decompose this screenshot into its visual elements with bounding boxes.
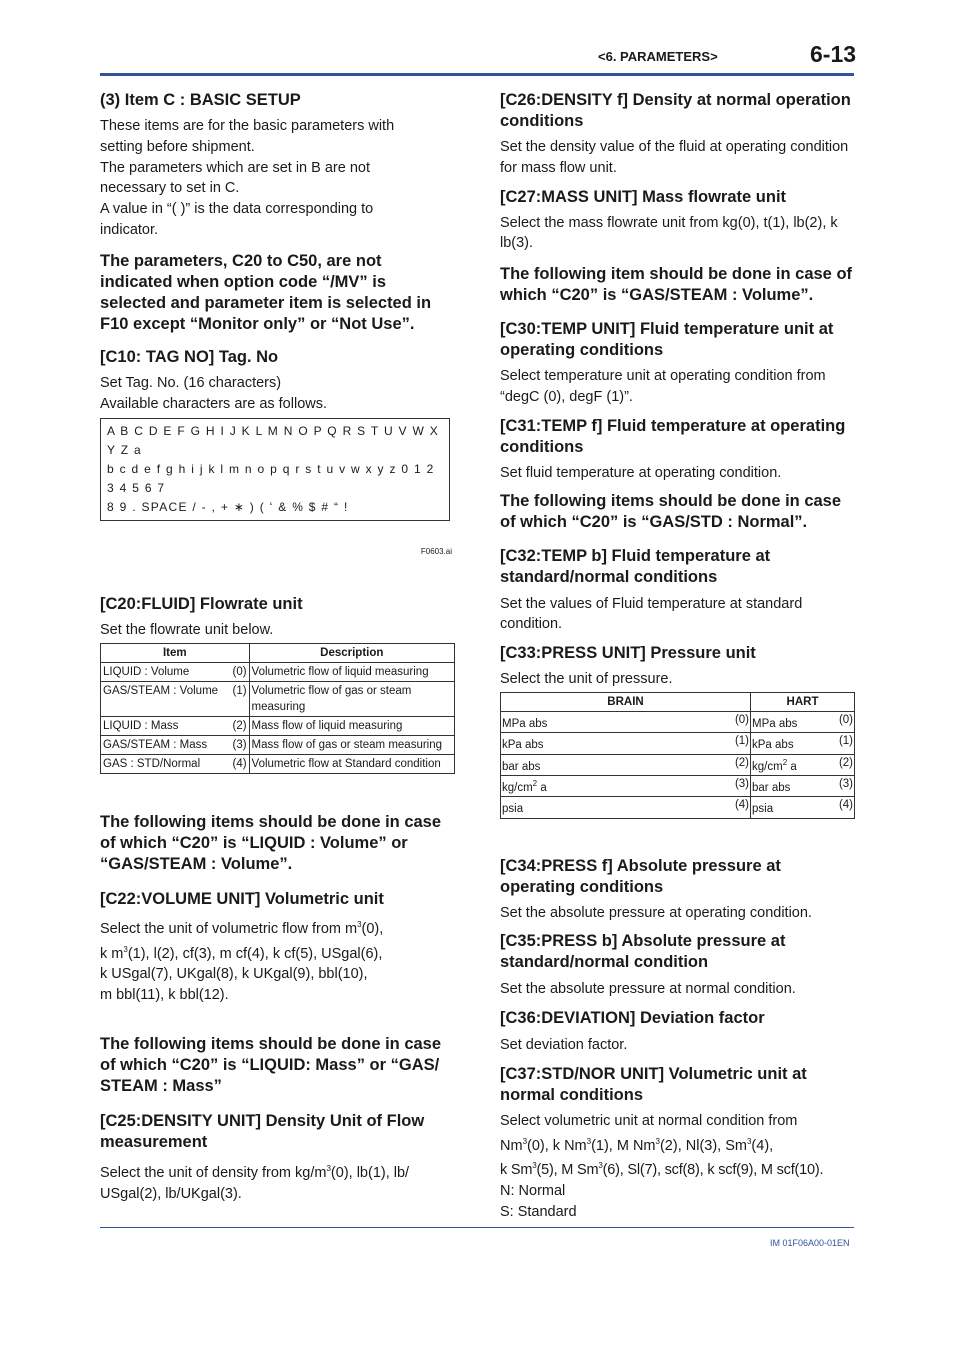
c37-line: S: Standard: [500, 1203, 577, 1220]
header-item: Item: [101, 644, 250, 663]
cell-hart-unit: MPa abs: [751, 711, 828, 732]
c25-text: [100, 1159, 456, 1204]
c27-text: Select the mass flowrate unit from kg(0), t(1), lb(2), k lb(3).: [500, 214, 838, 252]
cell-item: LIQUID : Volume: [101, 663, 227, 682]
c32-text: Set the values of Fluid temperature at standard condition.: [500, 595, 803, 633]
notice-liquid-mass: The following items should be done in case of which “C20” is “LIQUID: Mass” or “GAS/ STEAM : Mass”: [100, 1035, 442, 1096]
notice-liquid-volume: The following items should be done in case of which “C20” is “LIQUID : Volume” or “GAS/STEAM : Volume”.: [100, 813, 442, 874]
cell-item: GAS/STEAM : Volume: [101, 682, 227, 717]
intro-line: The parameters which are set in B are not: [100, 159, 370, 176]
c22-line: Select the unit of volumetric flow from $m^3(0)$,: [100, 920, 384, 937]
intro-line: setting before shipment.: [100, 138, 255, 155]
c25-line: Select the unit of density from $kg/m^3(0)$, lb(1), lb/: [100, 1164, 410, 1181]
cell-hart-unit: kPa abs: [751, 733, 828, 754]
page-number: 6-13: [810, 41, 857, 67]
table-row: [101, 682, 455, 717]
cell-brain-code: (1): [686, 733, 750, 754]
document-code: IM 01F06A00-01EN: [770, 1238, 850, 1248]
notice-mv-option: The parameters, C20 to C50, are not indicated when option code “/MV” is selected and parameter item is selected in F10 except “Monitor only” or “Not Use”.: [100, 251, 432, 333]
cell-item: GAS/STEAM : Mass: [101, 736, 227, 755]
intro-line: necessary to set in C.: [100, 180, 240, 197]
cell-desc: Volumetric flow at Standard condition: [249, 755, 454, 774]
cell-desc: Volumetric flow of liquid measuring: [249, 663, 454, 682]
table-header-row: [101, 644, 455, 663]
pressure-unit-table: [500, 692, 855, 819]
available-characters-box: [100, 418, 450, 521]
chars-line: b c d e f g h i j k l m n o p q r s t u v w x y z 0 1 2 3 4 5 6 7: [107, 462, 435, 496]
cell-hart-unit: $kg/cm^2$ a: [751, 754, 828, 775]
c33-title: [C33:PRESS UNIT] Pressure unit: [500, 644, 756, 663]
header-hart: HART: [751, 692, 855, 711]
c26-text: Set the density value of the fluid at operating condition for mass flow unit.: [500, 139, 849, 176]
c26-title: [C26:DENSITY f] Density at normal operation conditions: [500, 91, 851, 130]
cell-hart-unit: psia: [751, 797, 828, 818]
table-row: [501, 797, 855, 818]
footer-rule: [100, 1227, 854, 1228]
cell-brain-code: (3): [686, 775, 750, 796]
flowrate-unit-table: [100, 643, 455, 774]
left-column: [100, 90, 456, 1204]
cell-code: (4): [227, 755, 250, 774]
table-row: [501, 733, 855, 754]
table-row: [101, 736, 455, 755]
c10-title: [C10: TAG NO] Tag. No: [100, 347, 279, 366]
table-row: [101, 663, 455, 682]
chars-line: 8 9 . SPACE / - , + ∗ ) ( ʻ & % $ # “ !: [107, 500, 349, 515]
c31-title: [C31:TEMP f] Fluid temperature at operating conditions: [500, 416, 846, 456]
c37-title: [C37:STD/NOR UNIT] Volumetric unit at normal conditions: [500, 1065, 807, 1104]
c37-text: [500, 1111, 856, 1223]
c25-title: [C25:DENSITY UNIT] Density Unit of Flow measurement: [100, 1112, 425, 1152]
item-c-intro: [100, 116, 456, 241]
right-column: [500, 90, 856, 1223]
c20-text: Set the flowrate unit below.: [100, 622, 274, 639]
c33-text: Select the unit of pressure.: [500, 671, 673, 688]
c22-line: k USgal(7), UKgal(8), k UKgal(9), bbl(10),: [100, 966, 368, 983]
intro-line: A value in “( )” is the data corresponding to: [100, 201, 374, 218]
cell-brain-unit: $kg/cm^2$ a: [501, 775, 687, 796]
cell-hart-code: (0): [828, 711, 855, 732]
table-row: [501, 775, 855, 796]
c32-title: [C32:TEMP b] Fluid temperature at standard/normal conditions: [500, 546, 771, 586]
cell-brain-code: (0): [686, 711, 750, 732]
c22-title: [C22:VOLUME UNIT] Volumetric unit: [100, 890, 384, 909]
c35-title: [C35:PRESS b] Absolute pressure at standard/normal condition: [500, 932, 786, 972]
c36-title: [C36:DEVIATION] Deviation factor: [500, 1009, 765, 1028]
c37-line: Nm$^3$(0), k Nm$^3$(1), M Nm$^3$(2), Nl(3), Sm$^3$(4),: [500, 1136, 774, 1154]
figure-label: F0603.ai: [420, 547, 452, 557]
c10-line: Available characters are as follows.: [100, 395, 328, 412]
cell-hart-code: (3): [828, 775, 855, 796]
table-row: [101, 717, 455, 736]
c34-text: Set the absolute pressure at operating condition.: [500, 904, 812, 921]
cell-hart-code: (1): [828, 733, 855, 754]
c37-line: k Sm$^3$(5), M Sm$^3$(6), Sl(7), scf(8), k scf(9), M scf(10).: [500, 1161, 824, 1179]
cell-hart-unit: bar abs: [751, 775, 828, 796]
c20-title: [C20:FLUID] Flowrate unit: [100, 595, 303, 614]
c35-text: Set the absolute pressure at normal condition.: [500, 981, 796, 998]
cell-desc: Volumetric flow of gas or steam measuring: [249, 682, 454, 717]
cell-brain-code: (4): [686, 797, 750, 818]
section-title: <6. PARAMETERS>: [598, 49, 718, 64]
item-c-title: (3) Item C : BASIC SETUP: [100, 91, 301, 109]
cell-code: (0): [227, 663, 250, 682]
cell-desc: Mass flow of liquid measuring: [249, 717, 454, 736]
cell-code: (3): [227, 736, 250, 755]
c10-line: Set Tag. No. (16 characters): [100, 374, 282, 391]
header-description: Description: [249, 644, 454, 663]
intro-line: These items are for the basic parameters with: [100, 118, 395, 134]
c34-title: [C34:PRESS f] Absolute pressure at operating conditions: [500, 856, 781, 896]
cell-code: (1): [227, 682, 250, 717]
c36-text: Set deviation factor.: [500, 1037, 628, 1054]
header-brain: BRAIN: [501, 692, 751, 711]
table-header-row: [501, 692, 855, 711]
c31-text: Set fluid temperature at operating condition.: [500, 464, 782, 481]
cell-item: GAS : STD/Normal: [101, 755, 227, 774]
cell-brain-unit: kPa abs: [501, 733, 687, 754]
c22-text: [100, 915, 456, 1006]
c22-line: m bbl(11), k bbl(12).: [100, 987, 229, 1004]
c22-line: k $m^3(1)$, l(2), cf(3), m cf(4), k cf(5), USgal(6),: [100, 944, 383, 962]
header-rule: [100, 73, 854, 76]
notice-gas-std: The following items should be done in case of which “C20” is “GAS/STD : Normal”.: [500, 491, 842, 531]
cell-hart-code: (2): [828, 754, 855, 775]
c30-title: [C30:TEMP UNIT] Fluid temperature unit at operating conditions: [500, 320, 834, 360]
c30-text: Select temperature unit at operating condition from “degC (0), degF (1)”.: [500, 368, 826, 405]
cell-brain-unit: psia: [501, 797, 687, 818]
c37-line: Select volumetric unit at normal condition from: [500, 1113, 798, 1129]
c25-line: USgal(2), lb/UKgal(3).: [100, 1185, 242, 1202]
c37-line: N: Normal: [500, 1183, 566, 1200]
cell-brain-code: (2): [686, 754, 750, 775]
table-row: [501, 711, 855, 732]
intro-line: indicator.: [100, 221, 159, 238]
notice-gas-volume: The following item should be done in case of which “C20” is “GAS/STEAM : Volume”.: [500, 265, 853, 305]
cell-brain-unit: bar abs: [501, 754, 687, 775]
cell-hart-code: (4): [828, 797, 855, 818]
cell-code: (2): [227, 717, 250, 736]
c27-title: [C27:MASS UNIT] Mass flowrate unit: [500, 187, 787, 206]
table-row: [101, 755, 455, 774]
cell-item: LIQUID : Mass: [101, 717, 227, 736]
chars-line: A B C D E F G H I J K L M N O P Q R S T U V W X Y Z a: [107, 424, 440, 458]
cell-brain-unit: MPa abs: [501, 711, 687, 732]
cell-desc: Mass flow of gas or steam measuring: [249, 736, 454, 755]
table-row: [501, 754, 855, 775]
